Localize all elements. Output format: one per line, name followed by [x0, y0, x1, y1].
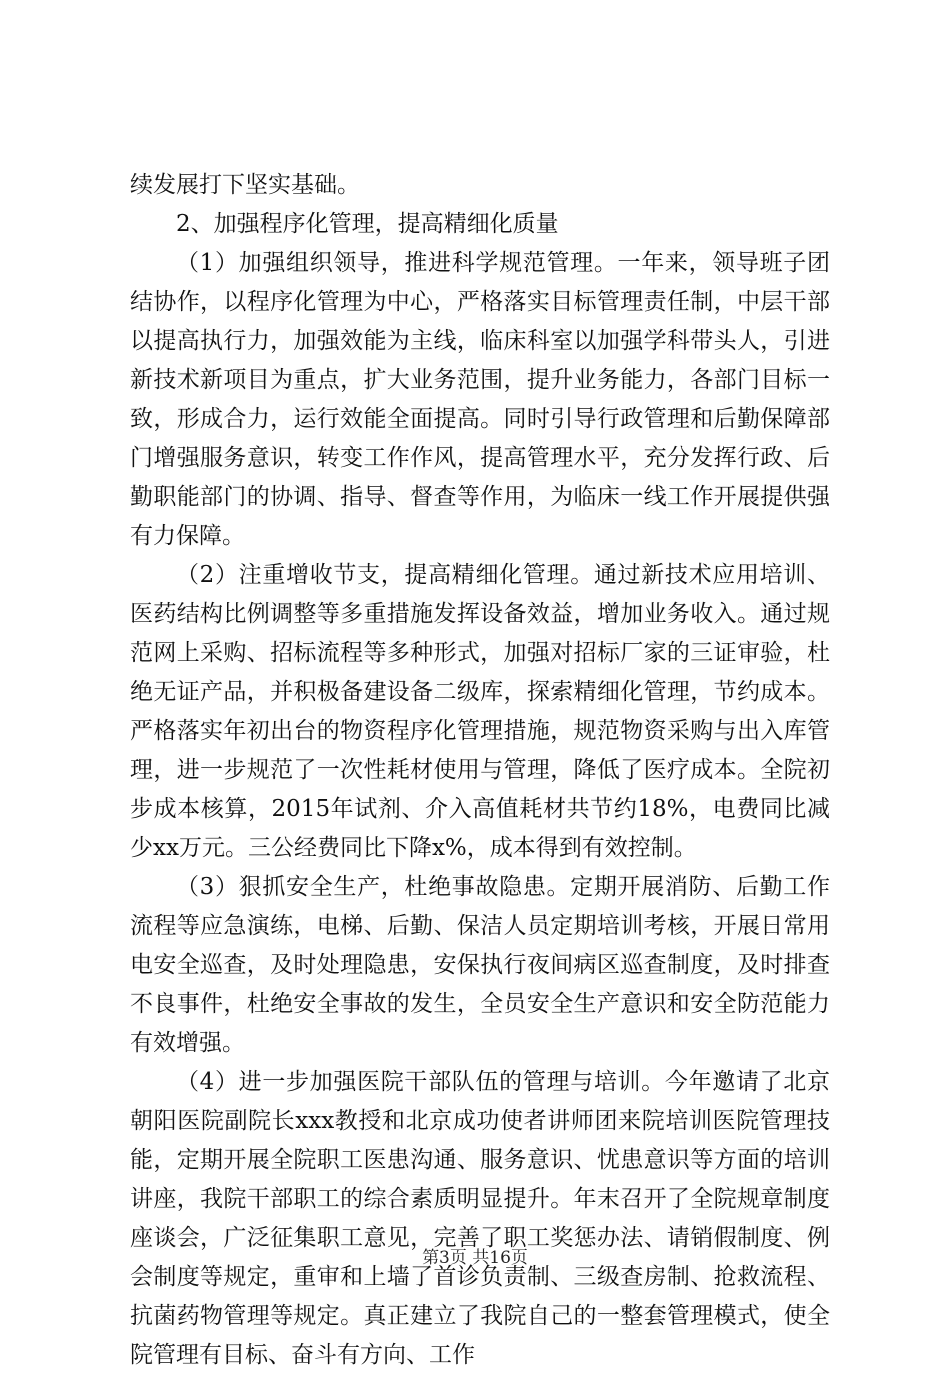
- document-body: [130, 166, 830, 1375]
- paragraph-2: （2）注重增收节支，提高精细化管理。通过新技术应用培训、医药结构比例调整等多重措施发挥设备效益，增加业务收入。通过规范网上采购、招标流程等多种形式，加强对招标厂家的三证审验，杜绝无证产品，并积极备建设备二级库，探索精细化管理，节约成本。严格落实年初出台的物资程序化管理措施，规范物资采购与出入库管理，进一步规范了一次性耗材使用与管理，降低了医疗成本。全院初步成本核算，2015年试剂、介入高值耗材共节约18%，电费同比减少xx万元。三公经费同比下降x%，成本得到有效控制。: [130, 562, 830, 861]
- paragraph-1: （1）加强组织领导，推进科学规范管理。一年来，领导班子团结协作，以程序化管理为中心，严格落实目标管理责任制，中层干部以提高执行力，加强效能为主线，临床科室以加强学科带头人，引进新技术新项目为重点，扩大业务范围，提升业务能力，各部门目标一致，形成合力，运行效能全面提高。同时引导行政管理和后勤保障部门增强服务意识，转变工作作风，提高管理水平，充分发挥行政、后勤职能部门的协调、指导、督查等作用，为临床一线工作开展提供强有力保障。: [130, 250, 830, 549]
- paragraph-3: （3）狠抓安全生产，杜绝事故隐患。定期开展消防、后勤工作流程等应急演练，电梯、后勤、保洁人员定期培训考核，开展日常用电安全巡查，及时处理隐患，安保执行夜间病区巡查制度，及时排查不良事件，杜绝安全事故的发生，全员安全生产意识和安全防范能力有效增强。: [130, 874, 830, 1056]
- page-number-footer: 第3页 共16页: [422, 1248, 528, 1268]
- paragraph-4: （4）进一步加强医院干部队伍的管理与培训。今年邀请了北京朝阳医院副院长xxx教授和北京成功使者讲师团来院培训医院管理技能，定期开展全院职工医患沟通、服务意识、忧患意识等方面的培训讲座，我院干部职工的综合素质明显提升。年末召开了全院规章制度座谈会，广泛征集职工意见，完善了职工奖惩办法、请销假制度、例会制度等规定，重审和上墙了首诊负责制、三级查房制、抢救流程、抗菌药物管理等规定。真正建立了我院自己的一整套管理模式，使全院管理有目标、奋斗有方向、工作: [130, 1069, 830, 1368]
- paragraph-continuation: 续发展打下坚实基础。: [130, 172, 360, 198]
- section-heading: 2、加强程序化管理，提高精细化质量: [176, 211, 559, 237]
